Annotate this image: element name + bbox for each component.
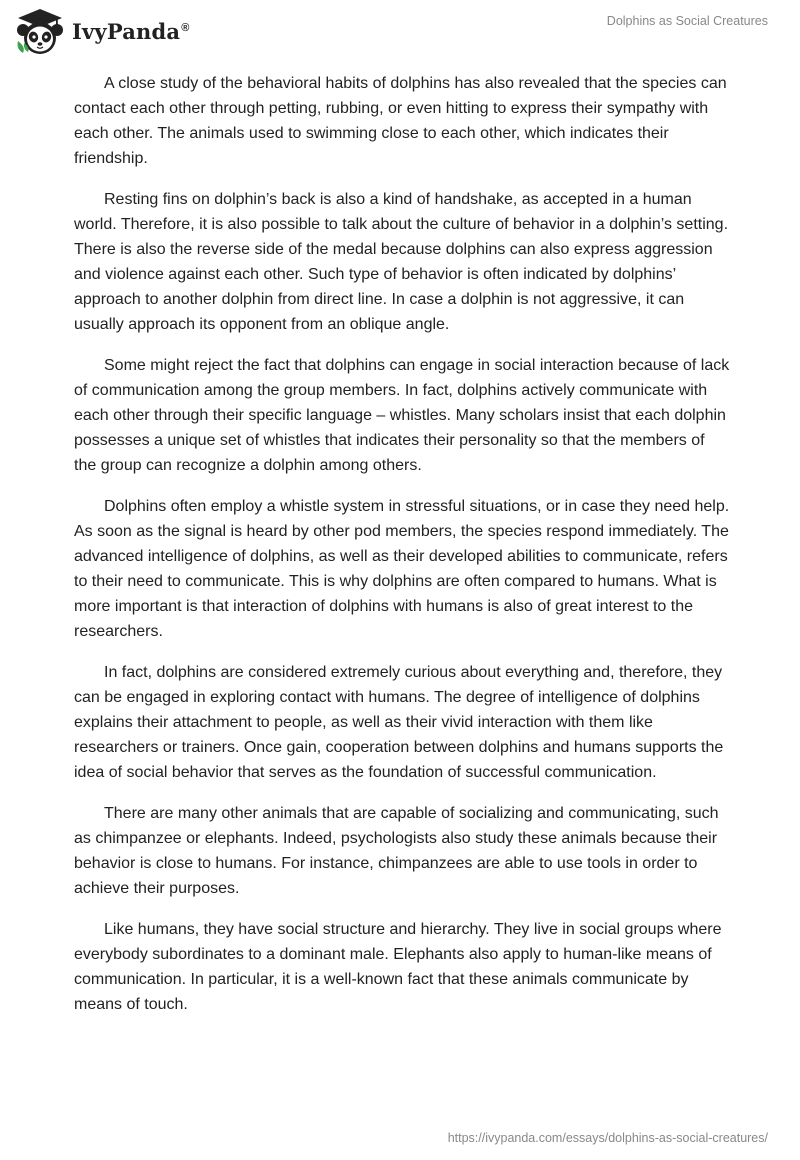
paragraph: There are many other animals that are capable of socializing and communicating, such as chimpanzee or elephants. Indeed, psychologists also study these animals because their behavior is close to humans. For instance, chimpanzees are able to use tools in order to achieve their purposes. [74,805,719,897]
ivypanda-logo[interactable] [14,7,190,55]
panda-graduation-cap-icon [14,7,66,55]
brand-name: IvyPanda® [72,18,190,44]
page-header [0,0,800,60]
registered-mark: ® [181,21,190,34]
essay-body [74,71,730,1033]
paragraph: Like humans, they have social structure and hierarchy. They live in social groups where everybody subordinates to a dominant male. Elephants also apply to human-like means of communication. In particular, it is a well-known fact that these animals communicate by means of touch. [74,921,722,1013]
paragraph: In fact, dolphins are considered extremely curious about everything and, therefore, they can be engaged in exploring contact with humans. The degree of intelligence of dolphins explains their attachment to people, as well as their vivid interaction with them like researchers or trainers. Once gain, cooperation between dolphins and humans supports the idea of social behavior that serves as the foundation of successful communication. [74,664,724,781]
document-title: Dolphins as Social Creatures [606,14,768,28]
paragraph: Some might reject the fact that dolphins can engage in social interaction because of lack of communication among the group members. In fact, dolphins actively communicate with each other through their specific language – whistles. Many scholars insist that each dolphin possesses a unique set of whistles that indicates their personality so that the members of the group can recognize a dolphin among others. [74,357,730,474]
source-url-link[interactable]: https://ivypanda.com/essays/dolphins-as-social-creatures/ [447,1131,768,1145]
paragraph: A close study of the behavioral habits of dolphins has also revealed that the species can contact each other through petting, rubbing, or even hitting to express their sympathy with each other. The animals used to swimming close to each other, which indicates their friendship. [74,75,727,167]
paragraph: Dolphins often employ a whistle system in stressful situations, or in case they need help. As soon as the signal is heard by other pod members, the species respond immediately. The advanced intelligence of dolphins, as well as their developed abilities to communicate, refers to their need to communicate. This is why dolphins are often compared to humans. What is more important is that interaction of dolphins with humans is also of great interest to the researchers. [74,498,730,640]
paragraph: Resting fins on dolphin’s back is also a kind of handshake, as accepted in a human world. Therefore, it is also possible to talk about the culture of behavior in a dolphin’s setting. There is also the reverse side of the medal because dolphins can also express aggression and violence against each other. Such type of behavior is often indicated by dolphins’ approach to another dolphin from direct line. In case a dolphin is not aggressive, it can usually approach its opponent from an oblique angle. [74,191,729,333]
